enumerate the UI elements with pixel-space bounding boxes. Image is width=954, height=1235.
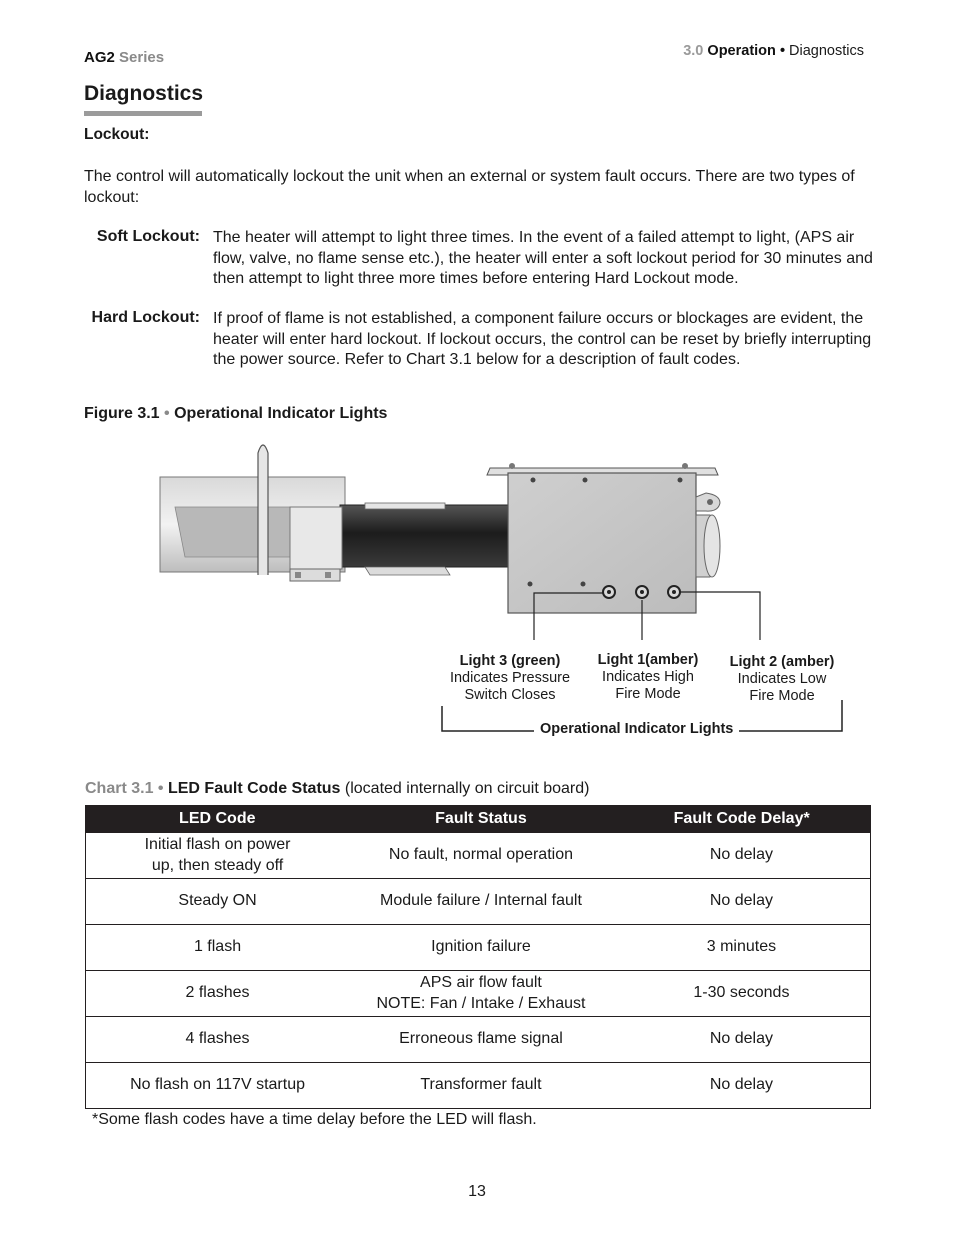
table-row	[86, 1017, 871, 1063]
heater-illustration	[150, 435, 870, 650]
header-fault-delay: Fault Code Delay*	[613, 806, 871, 833]
soft-lockout-body: The heater will attempt to light three times. In the event of a failed attempt to light, (APS air flow, valve, no flame sense etc.), the heater will enter a soft lockout period for 30 minutes and then attempt to light three more times before entering Hard Lockout mode.	[213, 229, 873, 287]
light-3-name: Light 3 (green)	[459, 653, 561, 669]
hard-lockout-term: Hard Lockout:	[91, 309, 200, 326]
chart-bullet: •	[157, 780, 164, 797]
lights-group-label: Operational Indicator Lights	[534, 721, 739, 737]
table-row	[86, 879, 871, 925]
fault-code-table	[85, 805, 871, 1109]
cell-led-code: 2 flashes	[86, 971, 350, 1017]
intro-paragraph: The control will automatically lockout the unit when an external or system fault occurs. There are two types of lockout:	[84, 168, 855, 206]
section-name: Operation	[707, 43, 776, 59]
clamp-collar	[290, 507, 342, 569]
header-fault-status: Fault Status	[349, 806, 613, 833]
series-label	[84, 49, 164, 66]
title-underline	[84, 111, 202, 116]
page-number: 13	[468, 1183, 486, 1200]
chart-caption	[85, 780, 589, 798]
light-3-line2: Switch Closes	[464, 687, 556, 703]
light-2-label	[716, 654, 848, 705]
lockout-heading: Lockout:	[84, 126, 150, 143]
light-1-line1: Indicates High	[602, 669, 694, 685]
cell-fault-status: Ignition failure	[349, 925, 613, 971]
chart-title: LED Fault Code Status	[167, 780, 341, 797]
cell-fault-delay: No delay	[613, 1063, 871, 1109]
series-rest: Series	[119, 49, 165, 66]
cell-led-code: 4 flashes	[86, 1017, 350, 1063]
section-bullet: •	[779, 43, 786, 59]
table-row	[86, 833, 871, 879]
cell-fault-status: Transformer fault	[349, 1063, 613, 1109]
cell-fault-status	[349, 971, 613, 1017]
hanger-rod	[258, 445, 268, 575]
figure-caption	[84, 405, 387, 423]
light-1-line2: Fire Mode	[615, 686, 681, 702]
section-breadcrumb	[683, 43, 864, 59]
chart-prefix: Chart 3.1	[85, 780, 154, 797]
series-brand: AG2	[84, 49, 115, 66]
light-3-line1: Indicates Pressure	[449, 670, 571, 686]
cell-led-code	[86, 833, 350, 879]
hard-lockout-body: If proof of flame is not established, a component failure occurs or blockages are evident, the heater will enter hard lockout. If lockout occurs, the control can be reset by briefly interrupting the power source. Refer to Chart 3.1 below for a description of fault codes.	[213, 310, 872, 368]
cell-fault-status-line1: APS air flow fault	[420, 974, 542, 991]
cell-led-code-line2: up, then steady off	[151, 856, 284, 874]
cell-fault-status: Module failure / Internal fault	[349, 879, 613, 925]
section-sub: Diagnostics	[789, 43, 864, 59]
cell-fault-status: Erroneous flame signal	[349, 1017, 613, 1063]
cell-fault-delay: No delay	[613, 1017, 871, 1063]
table-row	[86, 925, 871, 971]
cell-fault-status: No fault, normal operation	[349, 833, 613, 879]
inner-pipe	[340, 505, 515, 567]
cell-fault-delay: 1-30 seconds	[613, 971, 871, 1017]
table-footnote: *Some flash codes have a time delay before the LED will flash.	[92, 1111, 537, 1128]
cell-led-code: Steady ON	[86, 879, 350, 925]
cell-led-code-line1: Initial flash on power	[144, 836, 291, 853]
page-title: Diagnostics	[84, 82, 204, 105]
table-header-row	[86, 806, 871, 833]
figure-prefix: Figure 3.1	[84, 405, 160, 422]
figure-bullet: •	[164, 405, 170, 422]
cell-fault-delay: 3 minutes	[613, 925, 871, 971]
chart-note: (located internally on circuit board)	[344, 780, 590, 797]
soft-lockout-term: Soft Lockout:	[96, 228, 200, 245]
cell-fault-status-line2: NOTE: Fan / Intake / Exhaust	[376, 994, 586, 1012]
light-1-name: Light 1(amber)	[597, 652, 699, 668]
cell-fault-delay: No delay	[613, 833, 871, 879]
cell-led-code: No flash on 117V startup	[86, 1063, 350, 1109]
cell-led-code: 1 flash	[86, 925, 350, 971]
light-2-line2: Fire Mode	[749, 688, 815, 704]
light-1-label	[583, 652, 713, 703]
table-row	[86, 971, 871, 1017]
figure-title: Operational Indicator Lights	[174, 405, 388, 422]
light-2-name: Light 2 (amber)	[729, 654, 835, 670]
table-row	[86, 1063, 871, 1109]
light-3-label	[440, 653, 580, 704]
cell-fault-delay: No delay	[613, 879, 871, 925]
section-number: 3.0	[683, 43, 704, 59]
header-led-code: LED Code	[86, 806, 350, 833]
light-2-line1: Indicates Low	[737, 671, 827, 687]
